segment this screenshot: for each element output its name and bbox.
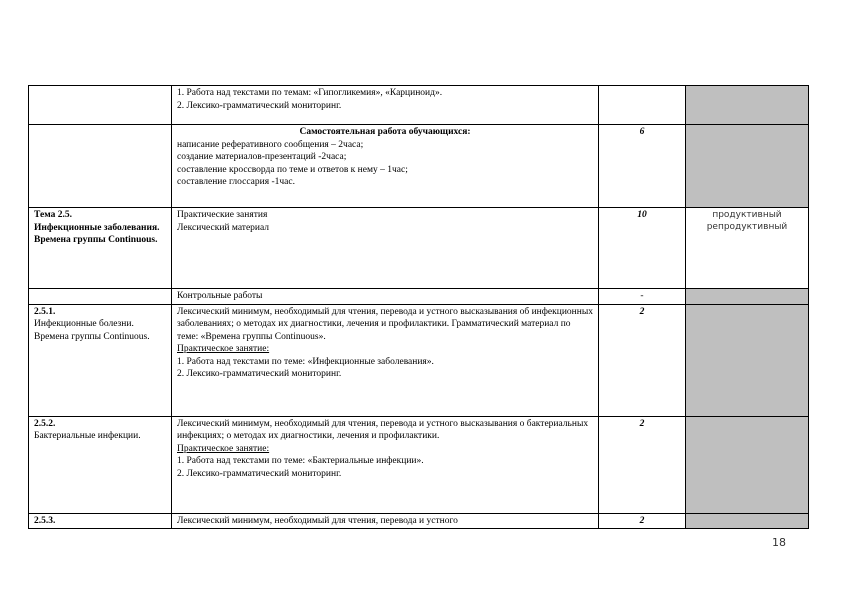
content-text: Практическое занятие: xyxy=(177,443,270,454)
topic-cell xyxy=(29,208,172,289)
level-cell xyxy=(686,208,809,289)
topic-text: Тема 2.5. xyxy=(34,210,72,220)
hours-cell: 10 xyxy=(599,208,686,289)
content-cell xyxy=(172,208,599,289)
content-text: Самостоятельная работа обучающихся: xyxy=(299,127,471,137)
content-text: Лексический материал xyxy=(177,222,270,233)
topic-cell xyxy=(29,513,172,529)
content-text: 2. Лексико-грамматический мониторинг. xyxy=(177,369,342,379)
table-row xyxy=(29,513,809,529)
topic-cell xyxy=(29,289,172,305)
content-cell xyxy=(172,416,599,513)
level-cell xyxy=(686,513,809,529)
topic-text: Времена группы Continuous. xyxy=(34,235,158,245)
content-text: 2. Лексико-грамматический мониторинг. xyxy=(177,468,342,479)
level-text: продуктивный xyxy=(712,210,782,220)
level-cell xyxy=(686,86,809,125)
hours-cell: 2 xyxy=(599,304,686,416)
hours-cell: 2 xyxy=(599,416,686,513)
level-cell xyxy=(686,304,809,416)
topic-text: Инфекционные заболевания. xyxy=(34,222,160,233)
content-text: Лексический минимум, необходимый для чтения, перевода и устного высказывания о бактериальных инфекциях; о методах их диагностики, лечения и профилактики. xyxy=(177,418,589,441)
table-row xyxy=(29,304,809,416)
topic-cell xyxy=(29,125,172,208)
topic-text: 2.5.1. xyxy=(34,306,56,317)
level-cell xyxy=(686,125,809,208)
content-text: составление глоссария -1час. xyxy=(177,177,295,187)
topic-cell xyxy=(29,86,172,125)
content-text: создание материалов-презентаций -2часа; xyxy=(177,152,347,162)
content-cell xyxy=(172,125,599,208)
content-text: 1. Работа над текстами по теме: «Инфекционные заболевания». xyxy=(177,356,434,367)
table-row xyxy=(29,125,809,208)
level-text: репродуктивный xyxy=(706,222,788,232)
content-text: Практические занятия xyxy=(177,210,268,220)
content-text: Контрольные работы xyxy=(177,291,263,301)
table-row xyxy=(29,416,809,513)
content-cell xyxy=(172,513,599,529)
level-cell xyxy=(686,289,809,305)
content-cell xyxy=(172,289,599,305)
topic-cell xyxy=(29,416,172,513)
table-row xyxy=(29,208,809,289)
hours-cell: - xyxy=(599,289,686,305)
content-text: 1. Работа над текстами по теме: «Бактериальные инфекции». xyxy=(177,456,424,466)
content-text: 2. Лексико-грамматический мониторинг. xyxy=(177,100,342,111)
hours-cell xyxy=(599,86,686,125)
content-text: Лексический минимум, необходимый для чтения, перевода и устного высказывания об инфекционных заболеваниях; о методах их диагностики, лечения и профилактики. Грамматический материал по теме: «Времена группы Continuous». xyxy=(177,306,593,342)
content-text: Практическое занятие: xyxy=(177,344,270,354)
hours-cell: 2 xyxy=(599,513,686,529)
topic-cell xyxy=(29,304,172,416)
curriculum-table xyxy=(28,85,809,529)
level-cell xyxy=(686,416,809,513)
topic-text: 2.5.3. xyxy=(34,515,56,526)
page-number: 18 xyxy=(772,536,786,549)
content-cell xyxy=(172,86,599,125)
content-cell xyxy=(172,304,599,416)
content-text: написание реферативного сообщения – 2часа; xyxy=(177,139,364,150)
topic-text: Инфекционные болезни. xyxy=(34,319,134,329)
content-text: составление кроссворда по теме и ответов к нему – 1час; xyxy=(177,164,408,175)
topic-text: Бактериальные инфекции. xyxy=(34,431,141,441)
table-row xyxy=(29,289,809,305)
hours-cell: 6 xyxy=(599,125,686,208)
table-row xyxy=(29,86,809,125)
topic-text: Времена группы Continuous. xyxy=(34,331,150,342)
content-text: 1. Работа над текстами по темам: «Гипогликемия», «Карциноид». xyxy=(177,88,443,98)
content-text: Лексический минимум, необходимый для чтения, перевода и устного xyxy=(177,515,458,526)
topic-text: 2.5.2. xyxy=(34,418,56,429)
